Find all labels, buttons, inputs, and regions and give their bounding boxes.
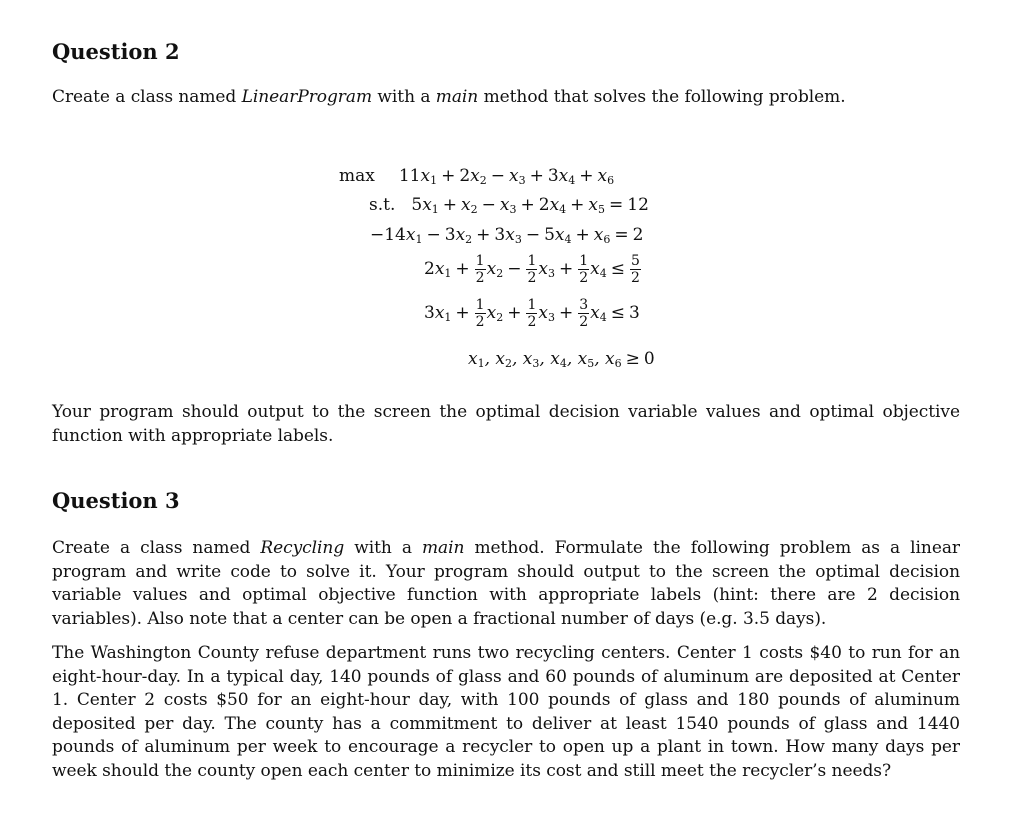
question-3-intro bbox=[52, 537, 960, 631]
constraint-4-row: $3x_1$ + $\frac{1}{2}$ $x_2$ + $\frac{1}{2}$ $x_3$ + $\frac{3}{2}$ $x_4 \le 3$ bbox=[424, 297, 640, 330]
q2-class-name: LinearProgram bbox=[241, 87, 373, 107]
question-3-story: The Washington County refuse department runs two recycling centers. Center 1 costs $40 to run for an eight-hour-day. In a typical day, 140 pounds of glass and 60 pounds of aluminum are deposited at Center 1. Center 2 costs $50 for an eight-hour day, with 100 pounds of glass and 180 pounds of aluminum deposited per day. The county has a commitment to deliver at least 1540 pounds of glass and 1440 pounds of aluminum per week to encourage a recycler to open up a plant in town. How many days per week should the county open each center to minimize its cost and still meet the recycler’s needs? bbox=[52, 643, 960, 781]
constraint-3-row: $2x_1$ + $\frac{1}{2}$ $x_2$ − $\frac{1}{2}$ $x_3$ + $\frac{1}{2}$ $x_4$ ≤ $\frac{5}{2}$ bbox=[424, 253, 640, 286]
q3-intro-mid: with a bbox=[344, 538, 422, 558]
q2-intro-mid: with a bbox=[372, 87, 436, 107]
question-3-heading: Question 3 bbox=[52, 488, 180, 513]
nonnegativity-row: $x_1$, $x_2$, $x_3$, $x_4$, $x_5$, $x_6 \ge 0$ bbox=[468, 349, 655, 370]
q3-intro-prefix: Create a class named bbox=[52, 538, 261, 558]
constraint-2-row: $-14x_1 - 3x_2 + 3x_3 - 5x_4 + x_6 = 2$ bbox=[370, 225, 644, 246]
q3-intro-suffix: method. Formulate the following problem as a linear program and write code to solve it. Your program should output to the screen the optimal decision variable values and optimal objective function with appropriate labels (hint: there are 2 decision variables). Also note that a center can be open a fractional number of days (e.g. 3.5 days). bbox=[52, 538, 960, 629]
question-2-heading: Question 2 bbox=[52, 39, 180, 64]
q2-intro-prefix: Create a class named bbox=[52, 87, 242, 107]
q2-intro-suffix: method that solves the following problem. bbox=[478, 87, 846, 107]
q2-method-name: main bbox=[435, 87, 479, 107]
constraint-1-row: s.t. $5x_1 + x_2 - x_3 + 2x_4 + x_5 = 12$ bbox=[369, 195, 649, 216]
q3-class-name: Recycling bbox=[260, 538, 345, 558]
question-2-output-note: Your program should output to the screen the optimal decision variable values and optimal objective function with appropriate labels. bbox=[52, 402, 960, 446]
objective-row: $\max 11x_1 + 2x_2 - x_3 + 3x_4 + x_6$ bbox=[339, 166, 615, 187]
max-label: max bbox=[339, 166, 375, 186]
st-label: s.t. bbox=[369, 195, 396, 215]
q3-method-name: main bbox=[421, 538, 465, 558]
question-2-intro bbox=[52, 86, 960, 110]
